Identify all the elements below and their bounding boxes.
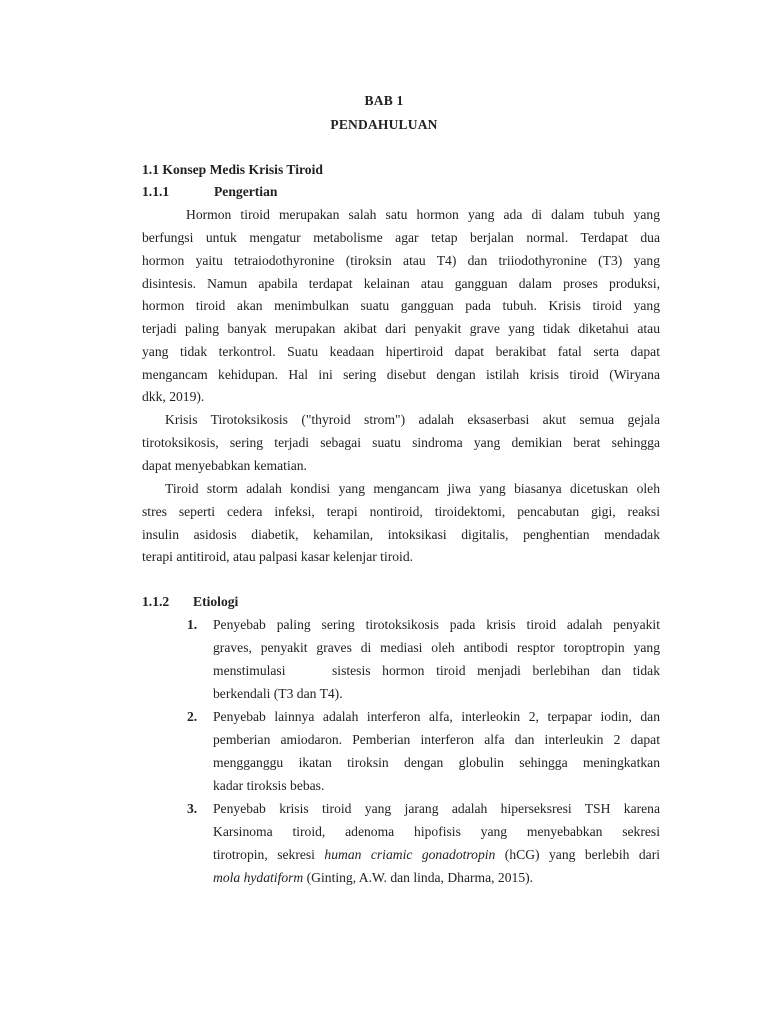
paragraph-line: dkk, 2019).	[142, 389, 205, 404]
paragraph-line: terjadi paling banyak merupakan akibat dari penyakit grave yang tidak diketahui atau	[142, 321, 660, 336]
paragraph-line: Krisis Tirotoksikosis ("thyroid strom") adalah eksaserbasi akut semua gejala	[165, 412, 660, 427]
chapter-number: BAB 1	[364, 93, 404, 108]
subsection-heading-2	[142, 594, 660, 610]
list-item-line: kadar tiroksis bebas.	[213, 778, 325, 793]
subsection-heading-1	[142, 184, 660, 200]
list-item-line: Penyebab lainnya adalah interferon alfa, interleokin 2, terpapar iodin, dan	[213, 709, 660, 724]
paragraph-line: stres seperti cedera infeksi, terapi nontiroid, tiroidektomi, pencabutan gigi, reaksi	[142, 504, 660, 519]
list-item-line: graves, penyakit graves di mediasi oleh antibodi resptor toroptropin yang	[213, 640, 660, 655]
list-item-line: pemberian amiodaron. Pemberian interferon alfa dan interleukin 2 dapat	[213, 732, 660, 747]
paragraph-line: dapat menyebabkan kematian.	[142, 458, 307, 473]
paragraph-line: Hormon tiroid merupakan salah satu hormon yang ada di dalam tubuh yang	[186, 207, 660, 222]
chapter-title: PENDAHULUAN	[330, 117, 438, 132]
paragraph-line: hormon yaitu tetraiodothyronine (tiroksin atau T4) dan triiodothyronine (T3) yang	[142, 253, 660, 268]
list-marker: 1.	[187, 617, 198, 632]
list-marker: 3.	[187, 801, 198, 816]
subsection-number: 1.1.1	[142, 184, 170, 199]
paragraph-line: Tiroid storm adalah kondisi yang mengancam jiwa yang biasanya dicetuskan oleh	[165, 481, 660, 496]
list-item-line: tirotropin, sekresi human criamic gonadotropin (hCG) yang berlebih dari	[213, 847, 660, 862]
subsection-title: Etiologi	[193, 594, 239, 609]
list-item-line: berkendali (T3 dan T4).	[213, 686, 343, 701]
list-item-line: mengganggu ikatan tiroksin dengan globulin sehingga meningkatkan	[213, 755, 660, 770]
paragraph-line: berfungsi untuk mengatur metabolisme agar tetap berjalan normal. Terdapat dua	[142, 230, 660, 245]
italic-term: human criamic gonadotropin	[324, 847, 496, 862]
paragraph-line: yang tidak terkontrol. Suatu keadaan hipertiroid dapat berakibat fatal serta dapat	[142, 344, 660, 359]
paragraph-line: tirotoksikosis, sering terjadi sebagai suatu sindroma yang demikian berat sehingga	[142, 435, 660, 450]
paragraph-line: disintesis. Namun apabila terdapat kelainan atau gangguan dalam proses produksi,	[142, 276, 660, 291]
paragraph-line: mengancam kehidupan. Hal ini sering disebut dengan istilah krisis tiroid (Wiryana	[142, 367, 660, 382]
paragraph-line: terapi antitiroid, atau palpasi kasar kelenjar tiroid.	[142, 549, 414, 564]
list-item-line: mola hydatiform (Ginting, A.W. dan linda, Dharma, 2015).	[213, 870, 534, 885]
subsection-title: Pengertian	[214, 184, 278, 199]
list-item-line: Penyebab paling sering tirotoksikosis pada krisis tiroid adalah penyakit	[213, 617, 660, 632]
list-marker: 2.	[187, 709, 198, 724]
list-item-line: Karsinoma tiroid, adenoma hipofisis yang menyebabkan sekresi	[213, 824, 660, 839]
list-item-line: menstimulasi sistesis hormon tiroid menjadi berlebihan dan tidak	[213, 663, 660, 678]
list-item-line: Penyebab krisis tiroid yang jarang adalah hiperseksresi TSH karena	[213, 801, 660, 816]
subsection-number: 1.1.2	[142, 594, 170, 609]
italic-term: mola hydatiform	[213, 870, 304, 885]
paragraph-line: hormon tiroid akan menimbulkan suatu gangguan pada tubuh. Krisis tiroid yang	[142, 298, 660, 313]
paragraph-line: insulin asidosis diabetik, kehamilan, intoksikasi digitalis, penghentian mendadak	[142, 527, 660, 542]
section-title: 1.1 Konsep Medis Krisis Tiroid	[142, 162, 323, 177]
